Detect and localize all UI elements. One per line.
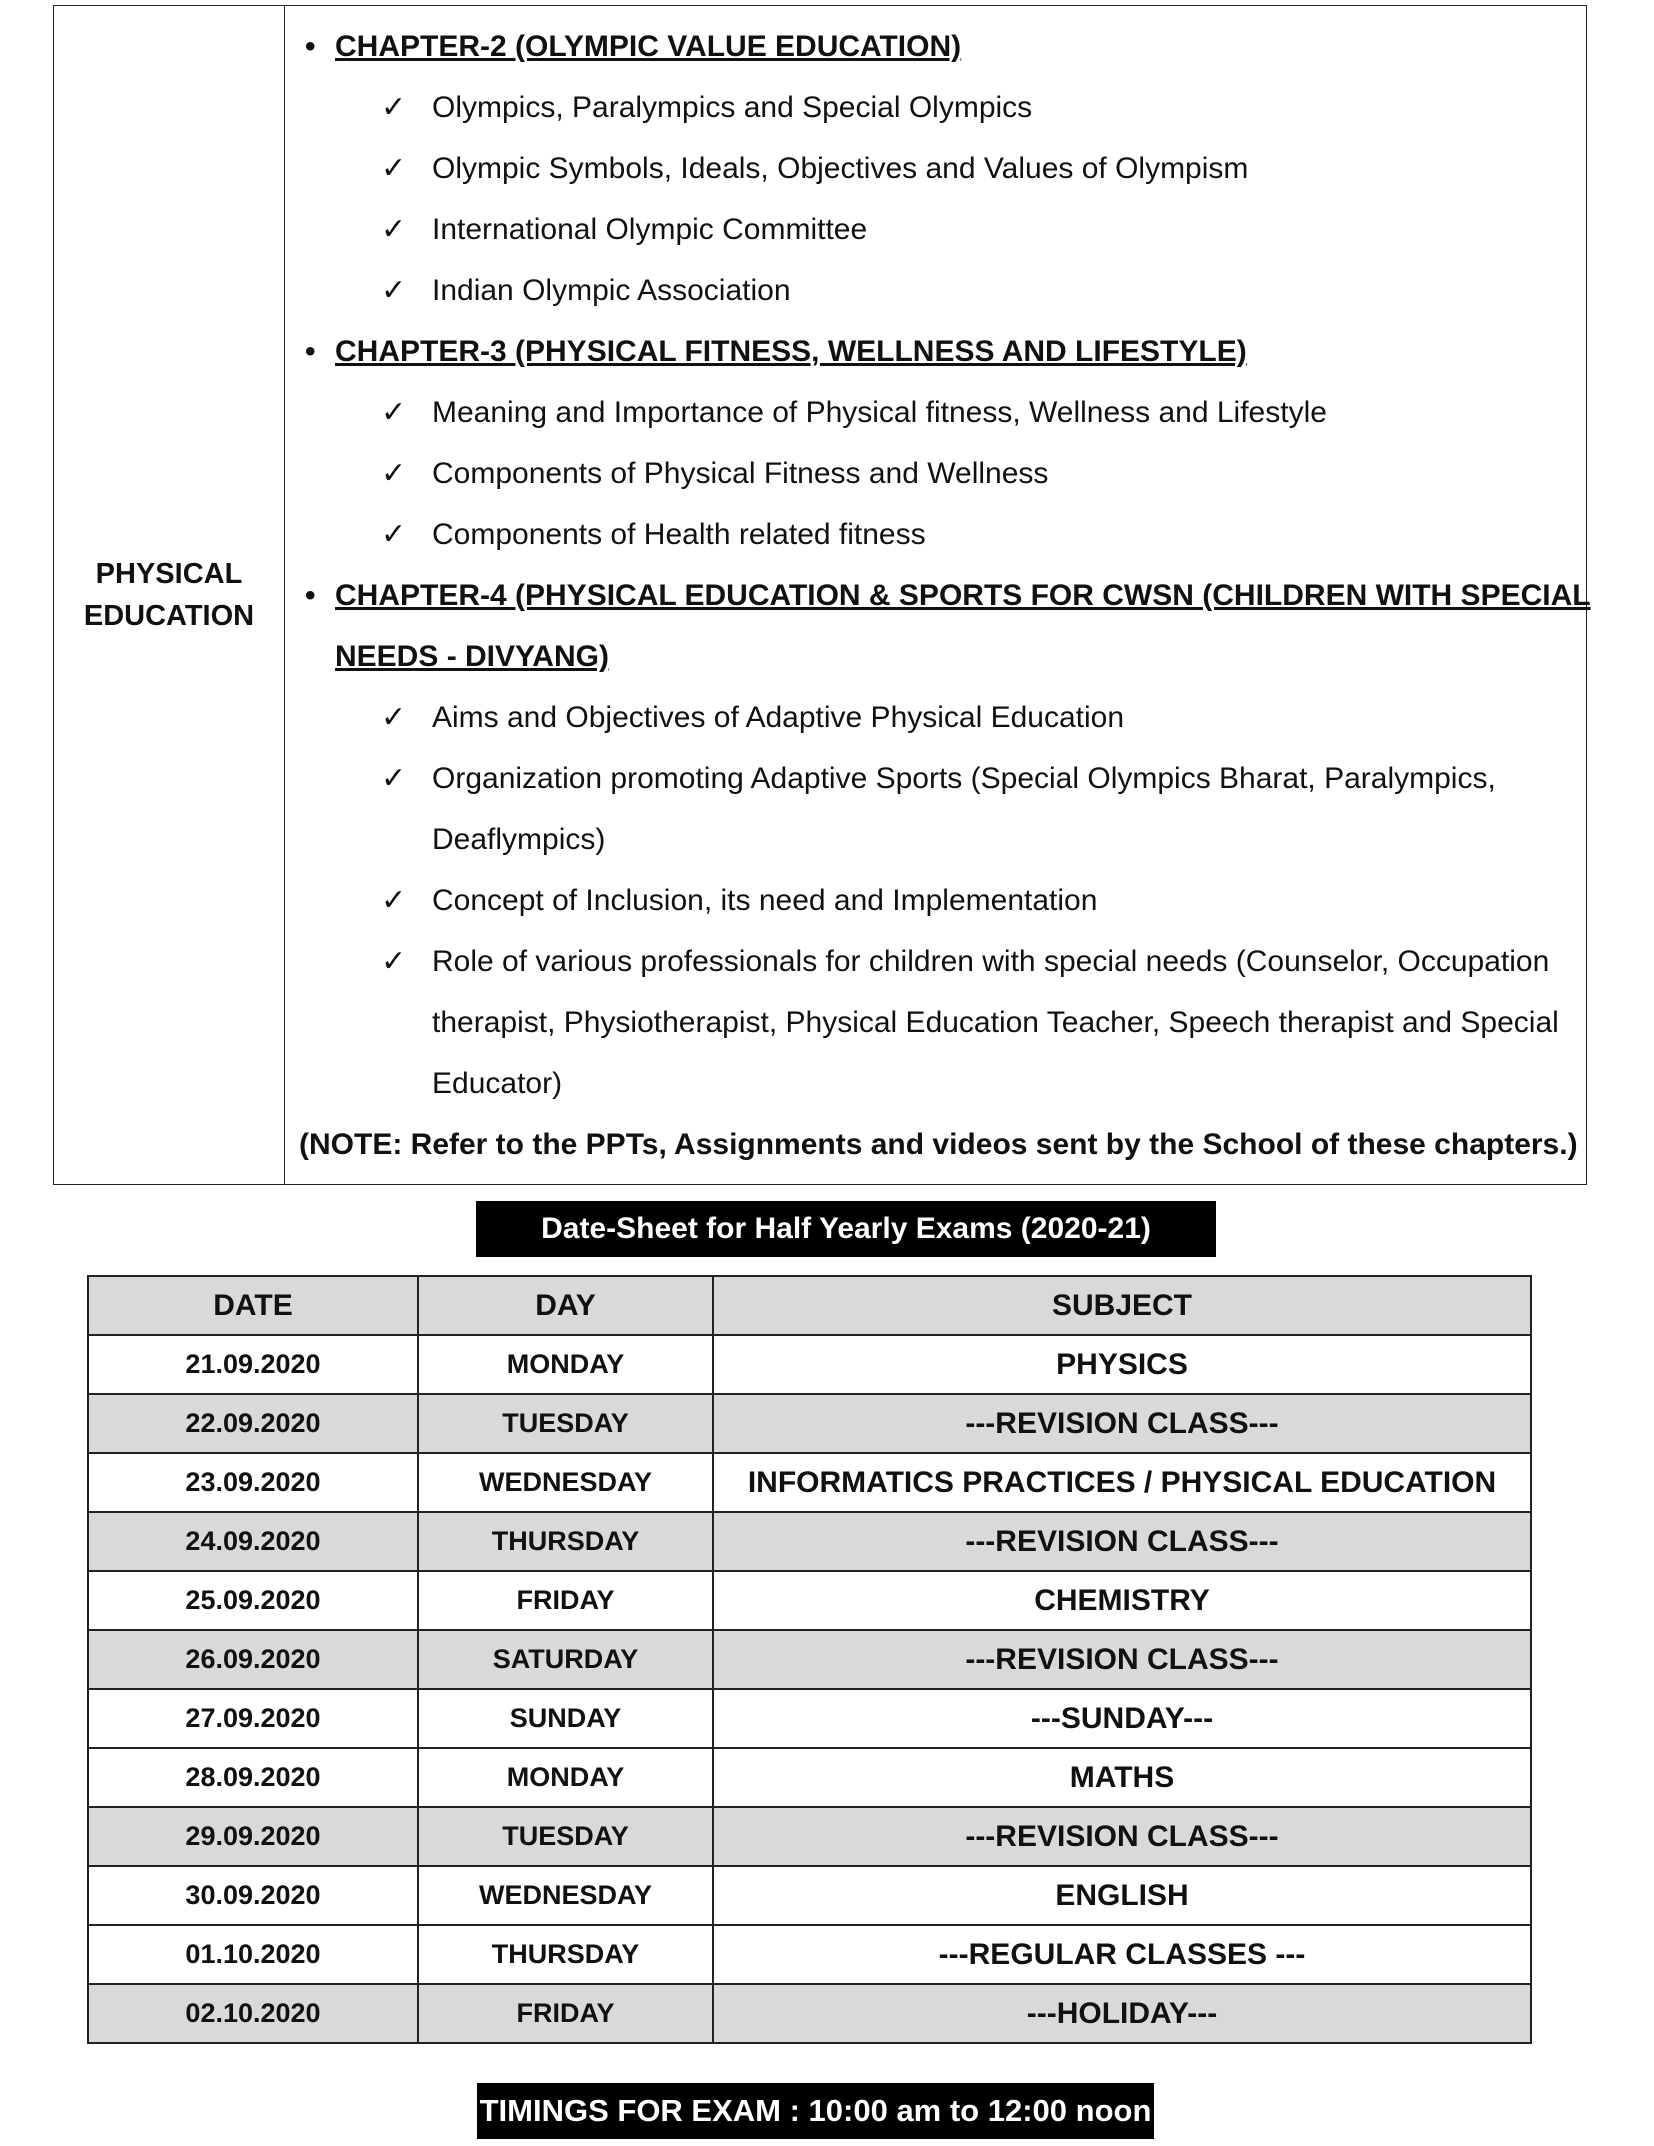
- subject-cell: ---REVISION CLASS---: [713, 1807, 1531, 1866]
- list-item-cont: Educator): [432, 1067, 563, 1100]
- date-cell: 21.09.2020: [88, 1335, 418, 1394]
- check-icon: ✓: [381, 457, 407, 490]
- syllabus-table: [53, 5, 1591, 1185]
- table-row: [88, 1335, 1531, 1394]
- date-cell: 22.09.2020: [88, 1394, 418, 1453]
- day-cell: THURSDAY: [418, 1925, 713, 1984]
- check-icon: ✓: [381, 396, 407, 429]
- list-item: Meaning and Importance of Physical fitness, Wellness and Lifestyle: [432, 396, 1327, 429]
- subject-cell: ---REVISION CLASS---: [713, 1512, 1531, 1571]
- syllabus-note: (NOTE: Refer to the PPTs, Assignments and videos sent by the School of these chapters.): [299, 1128, 1578, 1161]
- table-row: [88, 1394, 1531, 1453]
- check-icon: ✓: [381, 884, 407, 917]
- chapter-2-heading: CHAPTER-2 (OLYMPIC VALUE EDUCATION): [335, 30, 962, 63]
- subject-cell: ---REGULAR CLASSES ---: [713, 1925, 1531, 1984]
- day-cell: SUNDAY: [418, 1689, 713, 1748]
- chapter-3-heading: CHAPTER-3 (PHYSICAL FITNESS, WELLNESS AND LIFESTYLE): [335, 335, 1247, 368]
- table-row: [88, 1689, 1531, 1748]
- subject-cell: CHEMISTRY: [713, 1571, 1531, 1630]
- subject-cell: MATHS: [713, 1748, 1531, 1807]
- table-row: [88, 1512, 1531, 1571]
- subject-label-line1: PHYSICAL: [95, 558, 243, 590]
- subject-cell: ---REVISION CLASS---: [713, 1394, 1531, 1453]
- list-item: International Olympic Committee: [432, 213, 868, 246]
- check-icon: ✓: [381, 945, 407, 978]
- date-cell: 27.09.2020: [88, 1689, 418, 1748]
- column-header-day: DAY: [418, 1276, 713, 1335]
- chapter-4-heading: CHAPTER-4 (PHYSICAL EDUCATION & SPORTS FOR CWSN (CHILDREN WITH SPECIAL: [335, 579, 1591, 612]
- bullet-icon: •: [305, 335, 316, 368]
- day-cell: TUESDAY: [418, 1807, 713, 1866]
- table-row: [88, 1748, 1531, 1807]
- day-cell: SATURDAY: [418, 1630, 713, 1689]
- day-cell: WEDNESDAY: [418, 1866, 713, 1925]
- date-cell: 26.09.2020: [88, 1630, 418, 1689]
- subject-cell: [54, 6, 285, 1184]
- list-item: Role of various professionals for children with special needs (Counselor, Occupation: [432, 945, 1550, 978]
- list-item: Olympics, Paralympics and Special Olympics: [432, 91, 1033, 124]
- subject-cell: INFORMATICS PRACTICES / PHYSICAL EDUCATION: [713, 1453, 1531, 1512]
- table-row: [88, 1984, 1531, 2043]
- table-row: [88, 1453, 1531, 1512]
- subject-label-line2: EDUCATION: [83, 600, 255, 632]
- date-cell: 02.10.2020: [88, 1984, 418, 2043]
- bullet-icon: •: [305, 30, 316, 63]
- date-cell: 28.09.2020: [88, 1748, 418, 1807]
- day-cell: TUESDAY: [418, 1394, 713, 1453]
- check-icon: ✓: [381, 518, 407, 551]
- date-cell: 23.09.2020: [88, 1453, 418, 1512]
- chapter-4-heading-cont: NEEDS - DIVYANG): [335, 640, 609, 673]
- column-header-date: DATE: [88, 1276, 418, 1335]
- check-icon: ✓: [381, 91, 407, 124]
- subject-cell: ---HOLIDAY---: [713, 1984, 1531, 2043]
- check-icon: ✓: [381, 213, 407, 246]
- date-cell: 01.10.2020: [88, 1925, 418, 1984]
- exam-timings: TIMINGS FOR EXAM : 10:00 am to 12:00 noon: [477, 2083, 1154, 2139]
- table-row: [88, 1925, 1531, 1984]
- day-cell: THURSDAY: [418, 1512, 713, 1571]
- list-item: Indian Olympic Association: [432, 274, 791, 307]
- table-row: [88, 1807, 1531, 1866]
- date-cell: 30.09.2020: [88, 1866, 418, 1925]
- check-icon: ✓: [381, 274, 407, 307]
- day-cell: FRIDAY: [418, 1984, 713, 2043]
- list-item: Organization promoting Adaptive Sports (Special Olympics Bharat, Paralympics,: [432, 762, 1496, 795]
- date-cell: 29.09.2020: [88, 1807, 418, 1866]
- syllabus-content: [285, 6, 1591, 1184]
- table-header-row: [88, 1276, 1531, 1335]
- table-row: [88, 1630, 1531, 1689]
- list-item: Components of Physical Fitness and Wellness: [432, 457, 1049, 490]
- datesheet-title: Date-Sheet for Half Yearly Exams (2020-21): [476, 1201, 1216, 1257]
- list-item: Concept of Inclusion, its need and Implementation: [432, 884, 1098, 917]
- subject-cell: ---SUNDAY---: [713, 1689, 1531, 1748]
- list-item-cont: Deaflympics): [432, 823, 606, 856]
- datesheet-table: [87, 1275, 1532, 2044]
- list-item-cont: therapist, Physiotherapist, Physical Education Teacher, Speech therapist and Special: [432, 1006, 1559, 1039]
- check-icon: ✓: [381, 762, 407, 795]
- bullet-icon: •: [305, 579, 316, 612]
- list-item: Olympic Symbols, Ideals, Objectives and Values of Olympism: [432, 152, 1249, 185]
- day-cell: FRIDAY: [418, 1571, 713, 1630]
- subject-cell: ---REVISION CLASS---: [713, 1630, 1531, 1689]
- table-row: [88, 1866, 1531, 1925]
- list-item: Aims and Objectives of Adaptive Physical Education: [432, 701, 1125, 734]
- subject-cell: PHYSICS: [713, 1335, 1531, 1394]
- check-icon: ✓: [381, 152, 407, 185]
- day-cell: MONDAY: [418, 1335, 713, 1394]
- subject-cell: ENGLISH: [713, 1866, 1531, 1925]
- day-cell: WEDNESDAY: [418, 1453, 713, 1512]
- check-icon: ✓: [381, 701, 407, 734]
- column-header-subject: SUBJECT: [713, 1276, 1531, 1335]
- date-cell: 24.09.2020: [88, 1512, 418, 1571]
- table-row: [88, 1571, 1531, 1630]
- list-item: Components of Health related fitness: [432, 518, 926, 551]
- date-cell: 25.09.2020: [88, 1571, 418, 1630]
- day-cell: MONDAY: [418, 1748, 713, 1807]
